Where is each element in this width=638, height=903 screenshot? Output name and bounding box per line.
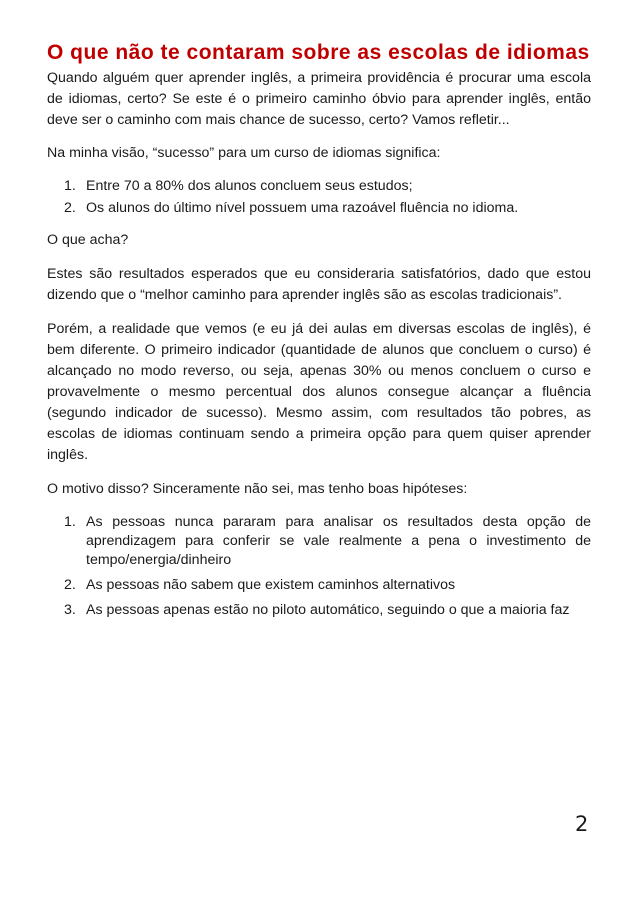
page-title: O que não te contaram sobre as escolas de idiomas — [47, 41, 590, 64]
expected-results-paragraph: Estes são resultados esperados que eu consideraria satisfatórios, dado que estou dizendo que o “melhor caminho para aprender inglês são as escolas tradicionais”. — [47, 266, 591, 303]
reason-question-paragraph: O motivo disso? Sinceramente não sei, mas tenho boas hipóteses: — [47, 481, 468, 497]
list-item — [47, 177, 591, 196]
success-definition-paragraph: Na minha visão, “sucesso” para um curso de idiomas significa: — [47, 145, 441, 161]
list-item-text: As pessoas nunca pararam para analisar os resultados desta opção de aprendizagem para conferir se vale realmente a pena o investimento de tempo/energia/dinheiro — [86, 514, 591, 568]
list-item — [47, 576, 591, 595]
page-number: 2 — [575, 812, 589, 836]
list-item — [47, 199, 591, 218]
question-paragraph: O que acha? — [47, 232, 129, 248]
list-item-text: As pessoas não sabem que existem caminhos alternativos — [86, 577, 456, 593]
list-item-number: 2. — [64, 200, 76, 216]
list-item — [47, 601, 591, 620]
document-page — [47, 38, 591, 620]
success-criteria-list — [47, 177, 591, 218]
list-item — [47, 513, 591, 570]
hypotheses-list — [47, 513, 591, 620]
list-item-number: 1. — [64, 514, 76, 530]
list-item-number: 2. — [64, 577, 76, 593]
list-item-text: Entre 70 a 80% dos alunos concluem seus estudos; — [86, 178, 413, 194]
list-item-number: 3. — [64, 602, 76, 618]
list-item-number: 1. — [64, 178, 76, 194]
list-item-text: Os alunos do último nível possuem uma razoável fluência no idioma. — [86, 200, 519, 216]
list-item-text: As pessoas apenas estão no piloto automático, seguindo o que a maioria faz — [86, 602, 570, 618]
intro-paragraph: Quando alguém quer aprender inglês, a primeira providência é procurar uma escola de idiomas, certo? Se este é o primeiro caminho óbvio para aprender inglês, então deve ser o caminho com mais chance de sucesso, certo? Vamos refletir... — [47, 70, 591, 128]
reality-paragraph: Porém, a realidade que vemos (e eu já dei aulas em diversas escolas de inglês), é bem diferente. O primeiro indicador (quantidade de alunos que concluem o curso) é alcançado no modo reverso, ou seja, apenas 30% ou menos concluem o curso e provavelmente o mesmo percentual dos alunos consegue alcançar a fluência (segundo indicador de sucesso). Mesmo assim, com resultados tão pobres, as escolas de idiomas continuam sendo a primeira opção para quem quiser aprender inglês. — [47, 321, 591, 463]
